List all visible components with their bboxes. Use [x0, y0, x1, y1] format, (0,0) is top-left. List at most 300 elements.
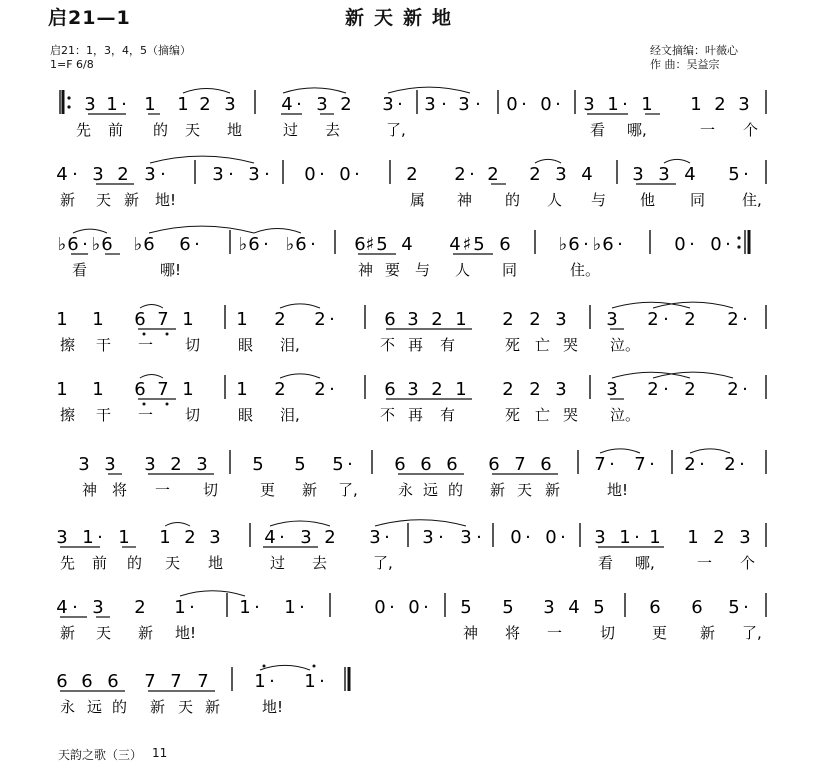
note-1: 1 [144, 94, 156, 115]
note-7: 7 [634, 454, 646, 475]
dash-dot: · [555, 94, 561, 115]
dash-dot: · [329, 379, 335, 400]
lyric-char: 地 [208, 554, 224, 572]
dash-dot: · [299, 597, 305, 618]
flat-sign: ♭ [558, 234, 568, 255]
note-3: 3 [606, 379, 618, 400]
note-6: 6 [143, 234, 155, 255]
lyric-char: 擦 [60, 336, 76, 354]
note-2: 2 [314, 379, 326, 400]
lyric-char: 亡 [535, 336, 551, 354]
dash-dot: · [634, 527, 640, 548]
note-1: 1 [92, 309, 104, 330]
lyric-char: 远 [423, 481, 439, 499]
lyric-char: 一 [138, 406, 154, 424]
note-3: 3 [56, 527, 68, 548]
dash-dot: · [263, 234, 269, 255]
lyric-char: 神 [82, 481, 98, 499]
dash-dot: · [739, 454, 745, 475]
note-2: 2 [314, 309, 326, 330]
note-2: 2 [713, 527, 725, 548]
note-0: 0 [510, 527, 522, 548]
dash-dot: · [475, 94, 481, 115]
lyric-char: 死 [505, 336, 521, 354]
dash-dot: · [194, 234, 200, 255]
flat-sign: ♭ [592, 234, 602, 255]
lyric-char: 有 [440, 336, 456, 354]
note-0: 0 [374, 597, 386, 618]
lyric-char: 了, [742, 624, 762, 642]
dash-dot: · [583, 234, 589, 255]
note-6: 6 [384, 379, 396, 400]
note-6: 6 [540, 454, 552, 475]
lyric-char: 个 [743, 121, 759, 139]
note-3: 3 [555, 309, 567, 330]
note-6: 6 [488, 454, 500, 475]
note-2: 2 [184, 527, 196, 548]
lyric-char: 天 [96, 191, 112, 209]
note-1: 1 [254, 671, 266, 692]
high-octave-dot [263, 665, 266, 668]
note-3: 3 [460, 527, 472, 548]
dash-dot: · [97, 527, 103, 548]
note-1: 1 [304, 671, 316, 692]
dash-dot: · [319, 671, 325, 692]
lyric-char: 天 [185, 121, 201, 139]
lyric-char: 新 [205, 698, 221, 716]
scripture-reference: 启21：1，3，4，5（摘编） [50, 44, 191, 57]
slur-arc [140, 305, 163, 308]
note-1: 1 [182, 379, 194, 400]
lyric-char: 新 [150, 698, 166, 716]
dash-dot: · [160, 164, 166, 185]
note-3: 3 [196, 454, 208, 475]
note-6: 6 [420, 454, 432, 475]
note-7: 7 [157, 379, 169, 400]
flat-sign: ♭ [133, 234, 143, 255]
lyric-char: 泣。 [610, 336, 641, 354]
note-2: 2 [684, 309, 696, 330]
lyric-char: 新 [490, 481, 506, 499]
low-octave-dot [166, 333, 169, 336]
dash-dot: · [319, 164, 325, 185]
flat-sign: ♭ [57, 234, 67, 255]
sharp-sign: ♯ [365, 234, 375, 255]
lyric-char: 人 [455, 261, 471, 279]
dash-dot: · [689, 234, 695, 255]
note-4: 4 [568, 597, 580, 618]
score-system-3 [58, 226, 749, 279]
slur-arc [260, 665, 310, 670]
dash-dot: · [279, 527, 285, 548]
flat-sign: ♭ [91, 234, 101, 255]
lyric-char: 住, [742, 191, 762, 209]
dash-dot: · [354, 164, 360, 185]
note-1: 1 [641, 94, 653, 115]
note-5: 5 [376, 234, 388, 255]
note-2: 2 [684, 379, 696, 400]
dash-dot: · [264, 164, 270, 185]
lyric-char: 将 [112, 481, 128, 499]
note-2: 2 [684, 454, 696, 475]
lyric-char: 天 [165, 554, 181, 572]
note-0: 0 [408, 597, 420, 618]
lyric-char: 地! [155, 191, 177, 209]
note-1: 1 [619, 527, 631, 548]
slur-arc [183, 89, 230, 93]
repeat-dot [737, 236, 740, 239]
dash-dot: · [82, 234, 88, 255]
lyric-char: 再 [408, 336, 424, 354]
note-5: 5 [728, 597, 740, 618]
lyric-char: 的 [112, 698, 128, 716]
dash-dot: · [72, 597, 78, 618]
note-5: 5 [593, 597, 605, 618]
note-1: 1 [239, 597, 251, 618]
note-2: 2 [487, 164, 499, 185]
lyric-char: 了, [386, 121, 406, 139]
slur-arc [254, 229, 301, 233]
lyric-char: 地! [607, 481, 629, 499]
dash-dot: · [389, 597, 395, 618]
repeat-dot [67, 105, 70, 108]
note-3: 3 [209, 527, 221, 548]
dash-dot: · [743, 164, 749, 185]
lyric-char: 一 [547, 624, 563, 642]
dash-dot: · [725, 234, 731, 255]
dash-dot: · [743, 597, 749, 618]
note-4: 4 [684, 164, 696, 185]
note-0: 0 [339, 164, 351, 185]
lyric-char: 有 [440, 406, 456, 424]
dash-dot: · [228, 164, 234, 185]
slur-arc [375, 520, 466, 526]
note-2: 2 [529, 379, 541, 400]
note-3: 3 [316, 94, 328, 115]
score-system-1 [60, 87, 766, 139]
note-6: 6 [568, 234, 580, 255]
note-3: 3 [224, 94, 236, 115]
note-3: 3 [422, 527, 434, 548]
note-0: 0 [674, 234, 686, 255]
note-3: 3 [594, 527, 606, 548]
lyric-char: 哪, [627, 121, 647, 139]
score-system-8 [56, 591, 766, 642]
note-4: 4 [581, 164, 593, 185]
lyric-char: 泪, [280, 336, 300, 354]
lyric-char: 神 [358, 261, 374, 279]
lyric-char: 眼 [238, 406, 254, 424]
slur-arc [600, 449, 640, 453]
note-2: 2 [406, 164, 418, 185]
lyric-char: 不 [380, 406, 396, 424]
score-system-9 [56, 665, 349, 717]
hymn-number: 启21—1 [48, 7, 131, 29]
repeat-dot [67, 96, 70, 99]
lyric-char: 属 [410, 191, 426, 209]
note-3: 3 [248, 164, 260, 185]
slur-arc [280, 374, 320, 378]
lyric-char: 切 [600, 624, 616, 642]
slur-arc [535, 159, 561, 163]
lyric-char: 神 [457, 191, 473, 209]
note-6: 6 [248, 234, 260, 255]
lyric-char: 一 [697, 554, 713, 572]
note-3: 3 [543, 597, 555, 618]
note-3: 3 [92, 164, 104, 185]
dash-dot: · [622, 94, 628, 115]
lyric-char: 新 [60, 191, 76, 209]
lyric-char: 新 [124, 191, 140, 209]
slur-arc [180, 591, 245, 596]
dash-dot: · [384, 527, 390, 548]
score-system-7 [56, 520, 766, 572]
note-3: 3 [739, 527, 751, 548]
note-1: 1 [82, 527, 94, 548]
note-1: 1 [607, 94, 619, 115]
note-3: 3 [606, 309, 618, 330]
score-system-5 [56, 372, 766, 424]
note-2: 2 [647, 379, 659, 400]
note-2: 2 [724, 454, 736, 475]
lyric-char: 一 [155, 481, 171, 499]
lyric-char: 干 [96, 336, 112, 354]
note-1: 1 [455, 309, 467, 330]
note-1: 1 [687, 527, 699, 548]
dash-dot: · [310, 234, 316, 255]
lyric-char: 再 [408, 406, 424, 424]
note-6: 6 [602, 234, 614, 255]
note-3: 3 [92, 597, 104, 618]
note-4: 4 [264, 527, 276, 548]
note-3: 3 [555, 164, 567, 185]
slur-arc [140, 375, 163, 378]
note-2: 2 [727, 379, 739, 400]
note-0: 0 [545, 527, 557, 548]
lyric-char: 个 [740, 554, 756, 572]
note-1: 1 [56, 309, 68, 330]
note-0: 0 [710, 234, 722, 255]
lyric-char: 的 [153, 121, 169, 139]
dash-dot: · [609, 454, 615, 475]
note-4: 4 [56, 164, 68, 185]
lyric-char: 的 [448, 481, 464, 499]
lyric-char: 远 [87, 698, 103, 716]
slur-arc [283, 88, 346, 93]
lyric-char: 亡 [535, 406, 551, 424]
note-2: 2 [714, 94, 726, 115]
lyric-char: 过 [283, 121, 299, 139]
lyric-char: 人 [547, 191, 563, 209]
note-6: 6 [81, 671, 93, 692]
lyric-char: 天 [96, 624, 112, 642]
slur-arc [73, 229, 107, 233]
note-1: 1 [174, 597, 186, 618]
note-6: 6 [56, 671, 68, 692]
note-5: 5 [294, 454, 306, 475]
lyric-char: 新 [138, 624, 154, 642]
note-2: 2 [529, 309, 541, 330]
slur-arc [280, 304, 320, 308]
lyric-char: 永 [60, 698, 76, 716]
slur-arc [165, 522, 190, 526]
dash-dot: · [441, 94, 447, 115]
note-2: 2 [274, 309, 286, 330]
note-1: 1 [182, 309, 194, 330]
lyric-char: 地! [262, 698, 284, 716]
note-2: 2 [454, 164, 466, 185]
hymn-title: 新天新地 [345, 7, 462, 29]
dash-dot: · [560, 527, 566, 548]
note-2: 2 [529, 164, 541, 185]
note-3: 3 [144, 164, 156, 185]
score-system-2 [56, 156, 766, 209]
music-credit: 作 曲：吴益宗 [650, 58, 720, 71]
slur-arc [690, 449, 730, 453]
lyric-char: 擦 [60, 406, 76, 424]
note-5: 5 [502, 597, 514, 618]
note-1: 1 [56, 379, 68, 400]
repeat-dot [737, 245, 740, 248]
lyric-char: 了, [338, 481, 358, 499]
note-2: 2 [199, 94, 211, 115]
lyric-char: 切 [185, 336, 201, 354]
note-1: 1 [159, 527, 171, 548]
note-6: 6 [134, 309, 146, 330]
note-7: 7 [170, 671, 182, 692]
note-4: 4 [401, 234, 413, 255]
dash-dot: · [72, 164, 78, 185]
lyric-char: 看 [590, 121, 606, 139]
slur-arc [150, 156, 254, 163]
lyric-char: 哪, [635, 554, 655, 572]
note-1: 1 [177, 94, 189, 115]
lyric-char: 哭 [563, 336, 579, 354]
slur-arc [388, 87, 470, 93]
dash-dot: · [254, 597, 260, 618]
dash-dot: · [476, 527, 482, 548]
note-6: 6 [107, 671, 119, 692]
dash-dot: · [663, 309, 669, 330]
score-system-6 [78, 449, 766, 499]
note-2: 2 [170, 454, 182, 475]
dash-dot: · [469, 164, 475, 185]
lyric-char: 去 [312, 554, 328, 572]
note-6: 6 [354, 234, 366, 255]
lyric-char: 眼 [238, 336, 254, 354]
lyric-char: 同 [502, 261, 518, 279]
note-2: 2 [134, 597, 146, 618]
lyric-char: 地! [175, 624, 197, 642]
lyric-char: 将 [505, 624, 521, 642]
note-6: 6 [134, 379, 146, 400]
note-4: 4 [281, 94, 293, 115]
dash-dot: · [525, 527, 531, 548]
note-6: 6 [101, 234, 113, 255]
note-3: 3 [212, 164, 224, 185]
book-title: 天韵之歌（三） [58, 748, 143, 762]
note-5: 5 [460, 597, 472, 618]
dash-dot: · [296, 94, 302, 115]
slur-arc [664, 159, 690, 163]
lyric-char: 更 [260, 481, 276, 499]
key-signature: 1=F 6/8 [50, 58, 94, 71]
note-7: 7 [144, 671, 156, 692]
note-3: 3 [738, 94, 750, 115]
note-1: 1 [236, 309, 248, 330]
note-3: 3 [144, 454, 156, 475]
dash-dot: · [742, 379, 748, 400]
lyric-char: 新 [302, 481, 318, 499]
note-2: 2 [324, 527, 336, 548]
note-5: 5 [728, 164, 740, 185]
note-1: 1 [455, 379, 467, 400]
lyric-char: 新 [60, 624, 76, 642]
low-octave-dot [166, 403, 169, 406]
lyric-char: 了, [373, 554, 393, 572]
lyric-char: 新 [545, 481, 561, 499]
note-3: 3 [78, 454, 90, 475]
note-1: 1 [690, 94, 702, 115]
lyric-char: 更 [652, 624, 668, 642]
flat-sign: ♭ [285, 234, 295, 255]
dash-dot: · [347, 454, 353, 475]
lyric-char: 切 [185, 406, 201, 424]
lyric-char: 前 [92, 554, 108, 572]
note-1: 1 [236, 379, 248, 400]
note-3: 3 [369, 527, 381, 548]
dash-dot: · [438, 527, 444, 548]
lyric-char: 天 [178, 698, 194, 716]
note-5: 5 [332, 454, 344, 475]
dash-dot: · [189, 597, 195, 618]
lyric-char: 先 [60, 554, 76, 572]
note-1: 1 [118, 527, 130, 548]
lyric-char: 与 [415, 261, 431, 279]
note-4: 4 [449, 234, 461, 255]
lyric-char: 神 [463, 624, 479, 642]
lyric-char: 同 [690, 191, 706, 209]
lyric-char: 哪! [160, 261, 182, 279]
note-7: 7 [157, 309, 169, 330]
dash-dot: · [397, 94, 403, 115]
dash-dot: · [742, 309, 748, 330]
lyric-char: 永 [398, 481, 414, 499]
lyric-char: 看 [72, 261, 88, 279]
lyric-char: 泣。 [610, 406, 641, 424]
lyric-char: 哭 [563, 406, 579, 424]
dash-dot: · [663, 379, 669, 400]
lyric-char: 要 [385, 261, 401, 279]
note-0: 0 [540, 94, 552, 115]
dash-dot: · [521, 94, 527, 115]
note-3: 3 [658, 164, 670, 185]
lyric-char: 的 [127, 554, 143, 572]
note-6: 6 [67, 234, 79, 255]
note-0: 0 [304, 164, 316, 185]
note-7: 7 [594, 454, 606, 475]
note-3: 3 [632, 164, 644, 185]
lyric-char: 切 [203, 481, 219, 499]
note-6: 6 [649, 597, 661, 618]
lyric-char: 死 [505, 406, 521, 424]
lyric-char: 地 [227, 121, 243, 139]
note-3: 3 [458, 94, 470, 115]
dash-dot: · [699, 454, 705, 475]
note-1: 1 [106, 94, 118, 115]
note-6: 6 [394, 454, 406, 475]
lyric-char: 去 [325, 121, 341, 139]
